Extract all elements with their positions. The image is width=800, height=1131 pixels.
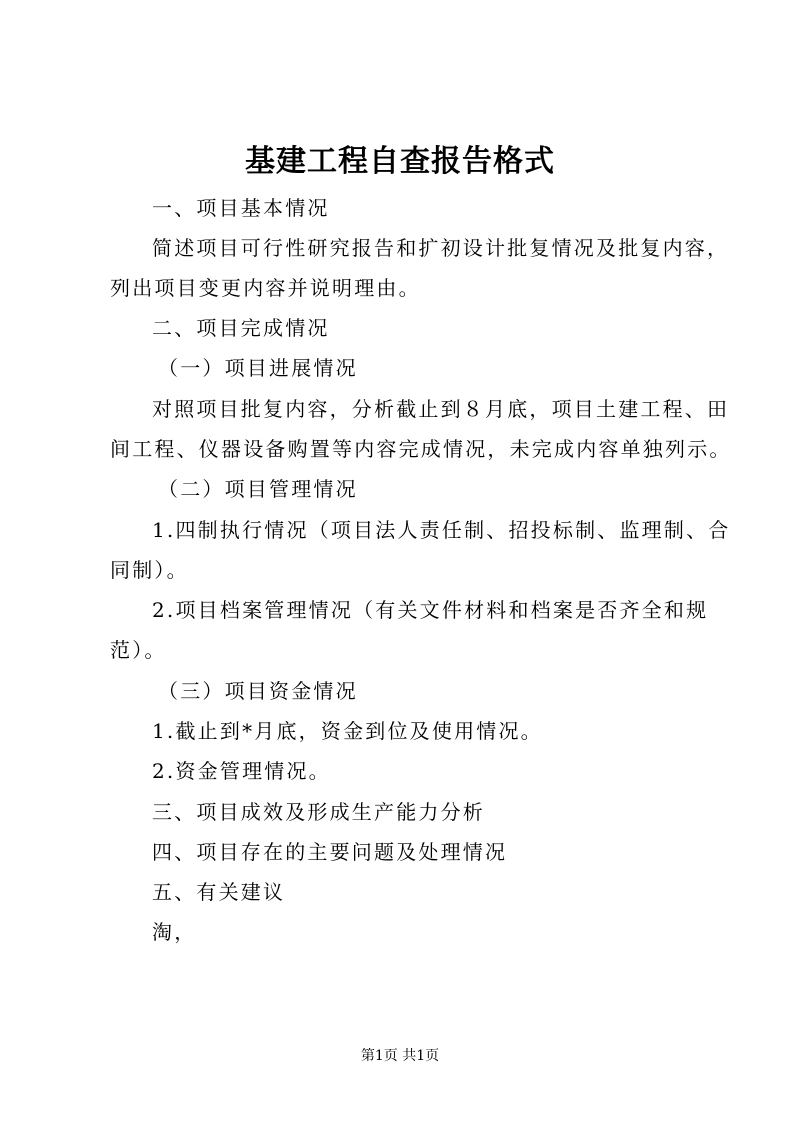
section-heading-1: 一、项目基本情况 [152,196,330,220]
section-heading-5: 五、有关建议 [152,880,286,904]
paragraph-line: 间工程、仪器设备购置等内容完成情况，未完成内容单独列示。 [110,437,732,461]
paragraph-line: 1.四制执行情况（项目法人责任制、招投标制、监理制、合 [152,518,731,542]
section-heading-3: 三、项目成效及形成生产能力分析 [152,800,485,824]
section-heading-2: 二、项目完成情况 [152,316,330,340]
paragraph-line: 2.资金管理情况。 [152,759,331,783]
paragraph-line: 对照项目批复内容，分析截止到８月底，项目土建工程、田 [152,397,730,421]
paragraph-line: 列出项目变更内容并说明理由。 [110,276,421,300]
paragraph-line: 2.项目档案管理情况（有关文件材料和档案是否齐全和规 [152,598,709,622]
paragraph-line: 同制）。 [110,558,189,582]
section-heading-4: 四、项目存在的主要问题及处理情况 [152,840,508,864]
paragraph-line: 1.截止到*月底，资金到位及使用情况。 [152,719,543,743]
paragraph-line: 淘， [152,920,197,944]
paragraph-line: 简述项目可行性研究报告和扩初设计批复情况及批复内容， [152,236,730,260]
subsection-heading: （一）项目进展情况 [158,356,358,380]
subsection-heading: （三）项目资金情况 [158,679,358,703]
subsection-heading: （二）项目管理情况 [158,477,358,501]
paragraph-line: 范）。 [110,638,167,662]
document-title: 基建工程自查报告格式 [245,144,555,179]
page-footer: 第1页 共1页 [360,1048,440,1064]
